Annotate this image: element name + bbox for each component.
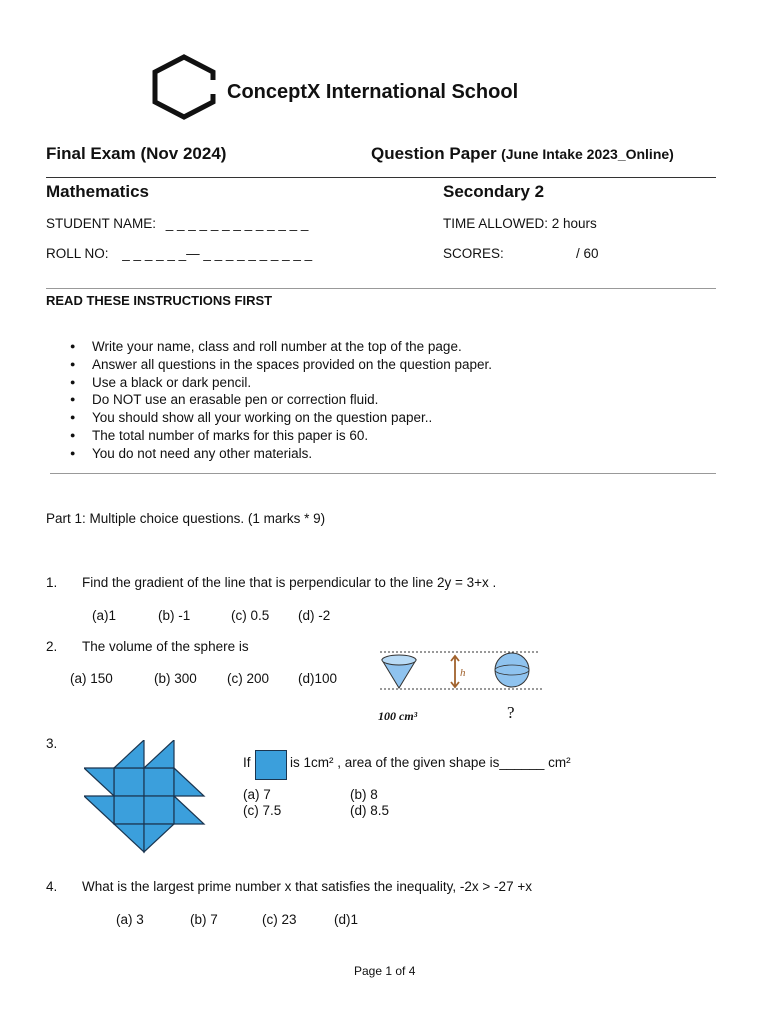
option-a[interactable]: (a) 7 xyxy=(243,787,271,802)
list-item: ● The total number of marks for this paper is 60. xyxy=(70,427,492,445)
list-item: ● Answer all questions in the spaces provided on the question paper. xyxy=(70,356,492,374)
question-number: 1. xyxy=(46,575,58,590)
scores-label: SCORES: xyxy=(443,246,504,261)
option-d[interactable]: (d)100 xyxy=(298,671,338,686)
option-b[interactable]: (b) 300 xyxy=(154,671,197,686)
option-c[interactable]: (c) 7.5 xyxy=(243,803,282,818)
list-item: ● Do NOT use an erasable pen or correction fluid. xyxy=(70,391,492,409)
question-text: What is the largest prime number x that satisfies the inequality, -2x > -27 +x xyxy=(82,879,532,894)
option-b[interactable]: (b) 8 xyxy=(350,787,378,802)
instructions-heading: READ THESE INSTRUCTIONS FIRST xyxy=(46,293,273,308)
student-name-label: STUDENT NAME: xyxy=(46,216,157,231)
question-text: The volume of the sphere is xyxy=(82,639,249,654)
cone-sphere-figure xyxy=(370,640,562,726)
list-item: ● You do not need any other materials. xyxy=(70,445,492,463)
page-number: Page 1 of 4 xyxy=(354,964,416,978)
exam-title: Final Exam (Nov 2024) xyxy=(46,144,227,163)
paper-sub: (June Intake 2023_Online) xyxy=(501,146,674,162)
list-item: ● You should show all your working on the question paper.. xyxy=(70,409,492,427)
divider xyxy=(46,177,716,178)
subject: Mathematics xyxy=(46,182,149,201)
option-d[interactable]: (d) 8.5 xyxy=(350,803,390,818)
option-c[interactable]: (c) 0.5 xyxy=(231,608,270,623)
list-item: ● Use a black or dark pencil. xyxy=(70,374,492,392)
question-text-if: If xyxy=(243,755,251,770)
scores-total: / 60 xyxy=(576,246,599,261)
unit-square-icon xyxy=(255,750,287,780)
volume-label: 100 cm³ xyxy=(378,709,418,723)
divider xyxy=(50,473,716,474)
height-label: h xyxy=(460,667,466,679)
question-text: Find the gradient of the line that is perpendicular to the line 2y = 3+x . xyxy=(82,575,497,590)
option-a[interactable]: (a)1 xyxy=(92,608,117,623)
time-allowed: TIME ALLOWED: 2 hours xyxy=(443,216,597,231)
level: Secondary 2 xyxy=(443,182,545,201)
part-heading: Part 1: Multiple choice questions. (1 marks * 9) xyxy=(46,511,326,526)
option-b[interactable]: (b) 7 xyxy=(190,912,218,927)
question-number: 3. xyxy=(46,736,58,751)
pinwheel-shape-figure xyxy=(84,740,208,856)
sphere-shape xyxy=(495,653,529,687)
student-name-field[interactable] xyxy=(46,216,308,231)
student-name-blank: _ _ _ _ _ _ _ _ _ _ _ _ _ xyxy=(165,216,309,231)
school-name: ConceptX International School xyxy=(227,81,519,103)
paper-label-row xyxy=(371,144,674,164)
question-text xyxy=(243,755,251,770)
roll-label: ROLL NO: xyxy=(46,246,109,261)
question-number: 4. xyxy=(46,879,58,894)
option-b[interactable]: (b) -1 xyxy=(158,608,191,623)
option-c[interactable]: (c) 23 xyxy=(262,912,297,927)
paper-label: Question Paper xyxy=(371,144,497,163)
roll-blank: _ _ _ _ _ _— _ _ _ _ _ _ _ _ _ _ xyxy=(122,246,313,261)
option-c[interactable]: (c) 200 xyxy=(227,671,270,686)
hexagon-icon xyxy=(152,54,216,120)
question-text-rest: is 1cm² , area of the given shape is______ cm² xyxy=(290,755,571,770)
option-a[interactable]: (a) 150 xyxy=(70,671,113,686)
instructions-list xyxy=(70,338,492,463)
divider xyxy=(46,288,716,289)
list-item: ● Write your name, class and roll number at the top of the page. xyxy=(70,338,492,356)
option-a[interactable]: (a) 3 xyxy=(116,912,144,927)
unknown-volume-label: ? xyxy=(507,703,515,722)
question-number: 2. xyxy=(46,639,58,654)
roll-no-field[interactable] xyxy=(46,246,312,261)
cone-shape xyxy=(382,655,416,688)
option-d[interactable]: (d) -2 xyxy=(298,608,331,623)
height-arrow xyxy=(451,656,459,687)
option-d[interactable]: (d)1 xyxy=(334,912,359,927)
